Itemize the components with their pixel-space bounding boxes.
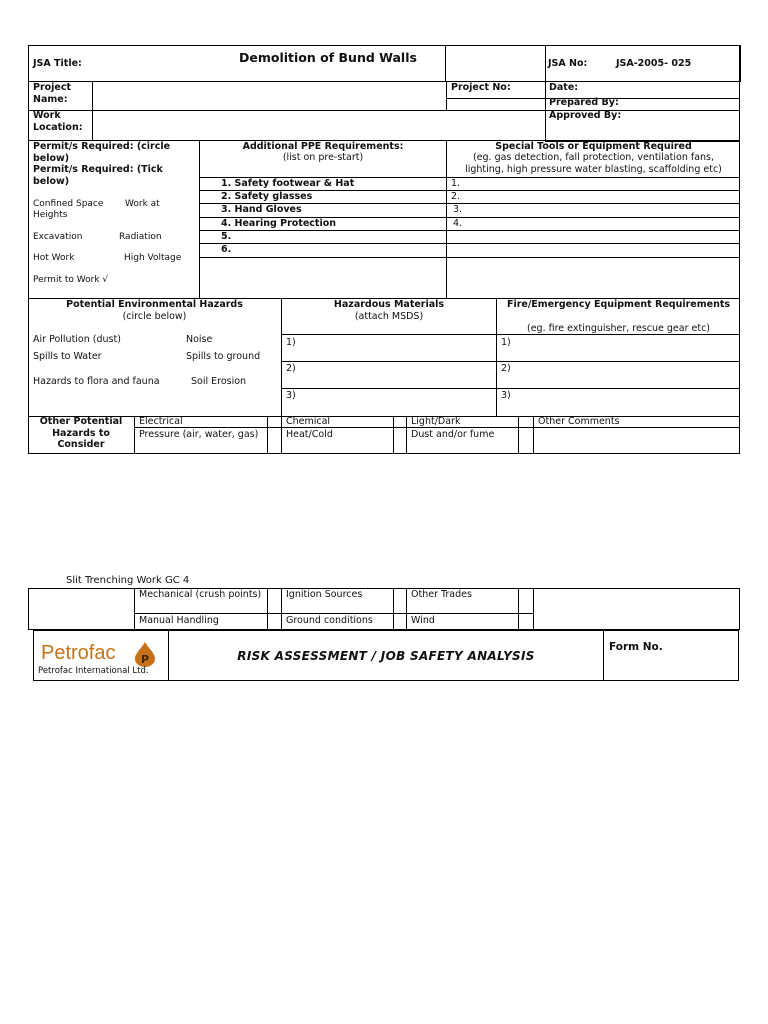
form-no-label: Form No. bbox=[609, 641, 663, 653]
project-name-label: Project Name: bbox=[33, 82, 72, 105]
hazard-light-dark: Light/Dark bbox=[411, 416, 461, 427]
form-title: RISK ASSESSMENT / JOB SAFETY ANALYSIS bbox=[237, 649, 535, 663]
hazard-ignition: Ignition Sources bbox=[286, 589, 363, 600]
tools-item: 4. bbox=[453, 218, 463, 229]
hazard-wind: Wind bbox=[411, 615, 435, 626]
fire-item: 1) bbox=[501, 337, 511, 348]
ppe-title: Additional PPE Requirements: bbox=[242, 141, 404, 152]
env-subtitle: (circle below) bbox=[122, 311, 187, 322]
work-location-label: Work Location: bbox=[33, 110, 83, 133]
svg-text:P: P bbox=[140, 653, 150, 666]
footer-box bbox=[33, 630, 739, 681]
env-item: Spills to Water bbox=[33, 351, 102, 362]
ppe-item: 3. Hand Gloves bbox=[221, 204, 302, 215]
jsa-title-value: Demolition of Bund Walls bbox=[239, 50, 417, 65]
hazmat-item: 2) bbox=[286, 363, 296, 374]
permit-hot-work: Hot Work bbox=[33, 253, 75, 263]
hazard-mechanical: Mechanical (crush points) bbox=[139, 589, 262, 600]
tools-subtitle-1: (eg. gas detection, fall protection, ventilation fans, bbox=[472, 152, 715, 163]
continuation-note: Slit Trenching Work GC 4 bbox=[66, 575, 190, 586]
hazard-ground-conditions: Ground conditions bbox=[286, 615, 373, 626]
env-item: Air Pollution (dust) bbox=[33, 334, 121, 345]
permit-excavation: Excavation bbox=[33, 232, 83, 242]
hazmat-subtitle: (attach MSDS) bbox=[354, 311, 424, 322]
ppe-item: 4. Hearing Protection bbox=[221, 218, 337, 229]
continuation-table bbox=[28, 588, 740, 630]
env-item: Soil Erosion bbox=[191, 376, 247, 387]
jsa-no-value: JSA-2005- 025 bbox=[616, 58, 692, 69]
permit-heights-part: Heights bbox=[33, 210, 68, 220]
ppe-item: 2. Safety glasses bbox=[221, 191, 313, 202]
hazard-pressure: Pressure (air, water, gas) bbox=[139, 429, 259, 440]
hazard-other-trades: Other Trades bbox=[411, 589, 472, 600]
hazmat-title: Hazardous Materials bbox=[333, 299, 445, 310]
prepared-by-label: Prepared By: bbox=[549, 97, 619, 108]
env-title: Potential Environmental Hazards bbox=[66, 299, 243, 310]
env-item: Hazards to flora and fauna bbox=[33, 376, 160, 387]
project-no-label: Project No: bbox=[451, 82, 511, 93]
fire-item: 2) bbox=[501, 363, 511, 374]
form-border bbox=[28, 45, 740, 454]
hazard-electrical: Electrical bbox=[139, 416, 183, 427]
fire-item: 3) bbox=[501, 390, 511, 401]
hazard-heat-cold: Heat/Cold bbox=[286, 429, 333, 440]
tools-title: Special Tools or Equipment Required bbox=[495, 141, 692, 152]
logo-text: Petrofac bbox=[41, 642, 116, 664]
fire-subtitle: (eg. fire extinguisher, rescue gear etc) bbox=[526, 323, 711, 334]
tools-item: 1. bbox=[451, 178, 461, 189]
jsa-title-label: JSA Title: bbox=[33, 57, 82, 69]
permit-work-at-heights-part: Work at bbox=[125, 199, 160, 209]
permits-required-circle: Permit/s Required: (circle below) bbox=[33, 141, 171, 164]
ppe-subtitle: (list on pre-start) bbox=[282, 152, 364, 163]
permit-high-voltage: High Voltage bbox=[124, 253, 182, 263]
approved-by-label: Approved By: bbox=[549, 110, 622, 121]
permit-confined-space: Confined Space bbox=[33, 199, 104, 209]
permits-required-tick: Permit/s Required: (Tick below) bbox=[33, 164, 163, 187]
tools-item: 3. bbox=[453, 204, 463, 215]
date-label: Date: bbox=[549, 82, 579, 93]
hazmat-item: 1) bbox=[286, 337, 296, 348]
ppe-item: 6. bbox=[221, 244, 232, 255]
hazard-chemical: Chemical bbox=[286, 416, 331, 427]
other-comments-label: Other Comments bbox=[538, 416, 620, 427]
form-top bbox=[28, 45, 740, 455]
other-hazards-label: Other Potential Hazards to Consider bbox=[39, 416, 123, 450]
env-item: Noise bbox=[186, 334, 213, 345]
petrofac-logo bbox=[38, 641, 166, 677]
fire-title: Fire/Emergency Equipment Requirements bbox=[506, 299, 731, 310]
permit-radiation: Radiation bbox=[119, 232, 162, 242]
oil-drop-icon bbox=[133, 641, 157, 667]
hazmat-item: 3) bbox=[286, 390, 296, 401]
hazard-manual-handling: Manual Handling bbox=[139, 615, 219, 626]
ppe-item: 1. Safety footwear & Hat bbox=[221, 178, 355, 189]
hazard-dust: Dust and/or fume bbox=[411, 429, 495, 440]
jsa-no-label: JSA No: bbox=[548, 58, 588, 69]
tools-item: 2. bbox=[451, 191, 461, 202]
permit-to-work: Permit to Work √ bbox=[33, 275, 109, 285]
env-item: Spills to ground bbox=[186, 351, 261, 362]
tools-subtitle-2: lighting, high pressure water blasting, scaffolding etc) bbox=[465, 164, 722, 175]
ppe-item: 5. bbox=[221, 231, 232, 242]
logo-subtitle: Petrofac International Ltd. bbox=[38, 666, 149, 676]
